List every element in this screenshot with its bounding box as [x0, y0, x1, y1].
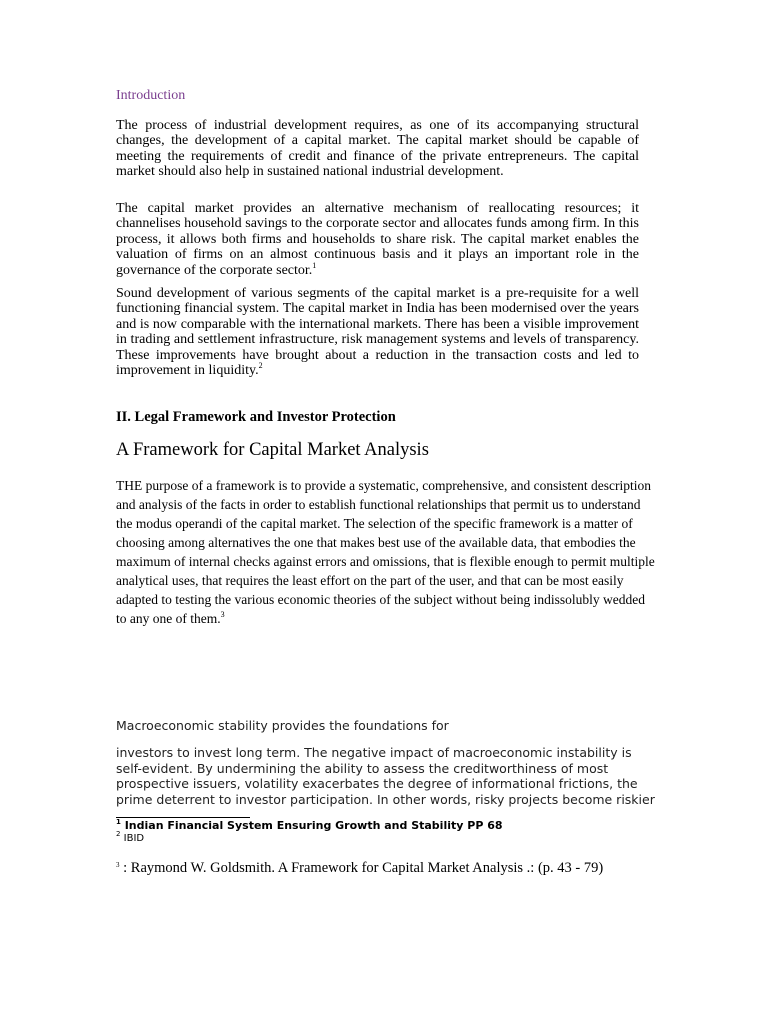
intro-paragraph-1-text: The process of industrial development requires, as one of its accompanying structural changes, the development of a capital market. The capital market should be capable of meeting the requirements of credit and finance of the private entrepreneurs. The capital market should also help in sustained national industrial development. — [116, 118, 639, 180]
footnote-1-mark: 1 — [116, 818, 121, 826]
macro-paragraph: investors to invest long term. The negative impact of macroeconomic instability is self-evident. By undermining the ability to assess the creditworthiness of most prospective issuers, volatility exacerbates the degree of informational frictions, the prime deterrent to investor participation. In other words, risky projects become riskier — [116, 745, 655, 807]
footnote-2 — [116, 830, 145, 844]
footnote-ref-2: 2 — [258, 361, 263, 371]
footnote-2-text: IBID — [123, 833, 145, 844]
footnote-1 — [116, 819, 503, 832]
footnote-3-mark: 3 — [116, 861, 120, 869]
footnote-3-text: : Raymond W. Goldsmith. A Framework for Capital Market Analysis .: (p. 43 - 79) — [123, 860, 604, 876]
footnote-ref-1: 1 — [312, 260, 317, 270]
footnote-2-mark: 2 — [116, 830, 121, 838]
framework-paragraph — [116, 476, 656, 628]
intro-paragraph-2 — [116, 201, 639, 278]
footnote-separator — [116, 817, 250, 818]
section-heading: II. Legal Framework and Investor Protection — [116, 409, 396, 425]
footnote-3 — [116, 860, 603, 877]
footnote-ref-3: 3 — [220, 610, 225, 619]
macro-lead-line: Macroeconomic stability provides the foundations for — [116, 718, 449, 733]
intro-paragraph-2-text: The capital market provides an alternative mechanism of reallocating resources; it channelises household savings to the corporate sector and allocates funds among firm. In this process, it allows both firms and households to share risk. The capital market enables the valuation of firms on an almost continuous basis and it plays an important role in the governance of the corporate sector. — [116, 201, 639, 278]
framework-paragraph-text: THE purpose of a framework is to provide a systematic, comprehensive, and consistent description and analysis of the facts in order to establish functional relationships that permit us to understand the modus operandi of the capital market. The selection of the specific framework is a matter of choosing among alternatives the one that makes best use of the available data, that embodies the maximum of internal checks against errors and omissions, that is flexible enough to permit multiple analytical uses, that requires the least effort on the part of the user, and that can be most easily adapted to testing the various economic theories of the subject without being indissolubly wedded to any one of them. — [116, 478, 655, 626]
introduction-heading: Introduction — [116, 88, 186, 103]
intro-paragraph-3 — [116, 286, 639, 378]
footnote-1-text: Indian Financial System Ensuring Growth and Stability PP 68 — [124, 819, 503, 832]
intro-paragraph-3-text: Sound development of various segments of the capital market is a pre-requisite for a well functioning financial system. The capital market in India has been modernised over the years and is now comparable with the international markets. There has been a visible improvement in trading and settlement infrastructure, risk management systems and levels of transparency. These improvements have brought about a reduction in the transaction costs and led to improvement in liquidity. — [116, 286, 639, 379]
intro-paragraph-1 — [116, 118, 639, 180]
framework-title: A Framework for Capital Market Analysis — [116, 440, 429, 460]
